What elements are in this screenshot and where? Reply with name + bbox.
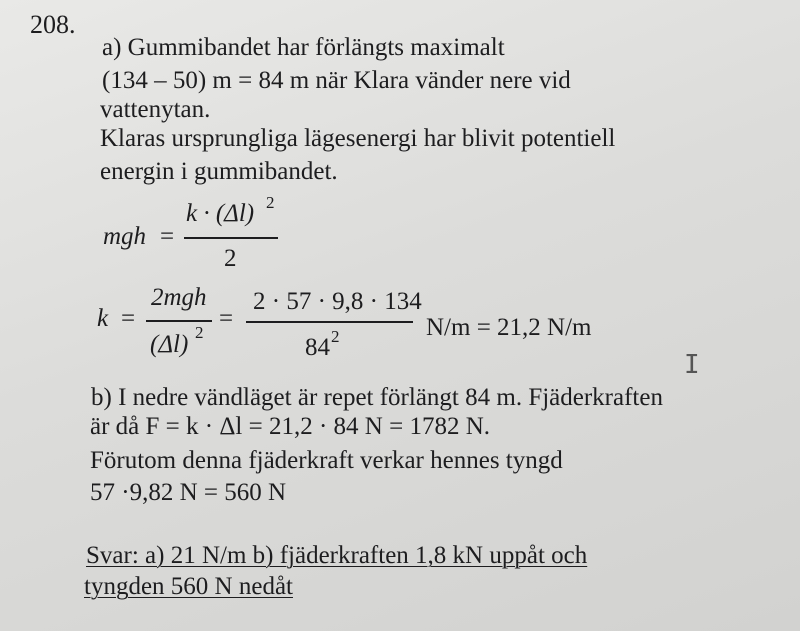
eq2-fraction1-numerator: 2mgh (151, 284, 207, 311)
part-b-line: är då F = k · Δl = 21,2 · 84 N = 1782 N. (90, 413, 490, 440)
eq1-fraction-bar (184, 237, 278, 239)
eq2-lhs: k (97, 305, 109, 332)
part-b-line: 57 ·9,82 N = 560 N (90, 479, 287, 506)
eq1-numerator: k · (Δl) (186, 200, 255, 227)
eq1-numerator-exponent: 2 (266, 193, 275, 212)
eq2-fraction1-denominator: (Δl) (150, 331, 189, 358)
eq1-denominator: 2 (224, 245, 237, 272)
eq2-fraction2-numerator: 2 · 57 · 9,8 · 134 (253, 288, 422, 315)
eq2-fraction2-denominator-exponent: 2 (331, 327, 340, 346)
eq2-fraction2-denominator: 84 (305, 334, 330, 361)
part-a-line: a) Gummibandet har förlängts maximalt (102, 34, 505, 61)
part-a-line: vattenytan. (100, 96, 211, 123)
answer-line: tyngden 560 N nedåt (84, 573, 293, 600)
problem-number: 208. (30, 10, 76, 39)
text-cursor-icon: I (684, 350, 700, 380)
eq2-fraction1-bar (146, 320, 212, 322)
eq2-equals-b: = (219, 305, 234, 332)
part-a-line: energin i gummibandet. (100, 158, 338, 185)
part-b-line: Förutom denna fjäderkraft verkar hennes tyngd (90, 447, 563, 474)
answer-line: Svar: a) 21 N/m b) fjäderkraften 1,8 kN uppåt och (86, 542, 588, 569)
eq2-fraction2-bar (246, 321, 413, 323)
eq1-lhs: mgh (103, 223, 147, 250)
part-b-line: b) I nedre vändläget är repet förlängt 84 m. Fjäderkraften (91, 384, 663, 411)
eq2-result: N/m = 21,2 N/m (426, 314, 592, 341)
eq1-equals: = (160, 223, 175, 250)
eq2-equals-a: = (121, 305, 136, 332)
part-a-line: Klaras ursprungliga lägesenergi har blivit potentiell (100, 125, 616, 152)
eq2-fraction1-denominator-exponent: 2 (195, 323, 204, 342)
part-a-line: (134 – 50) m = 84 m när Klara vänder nere vid (102, 67, 571, 94)
